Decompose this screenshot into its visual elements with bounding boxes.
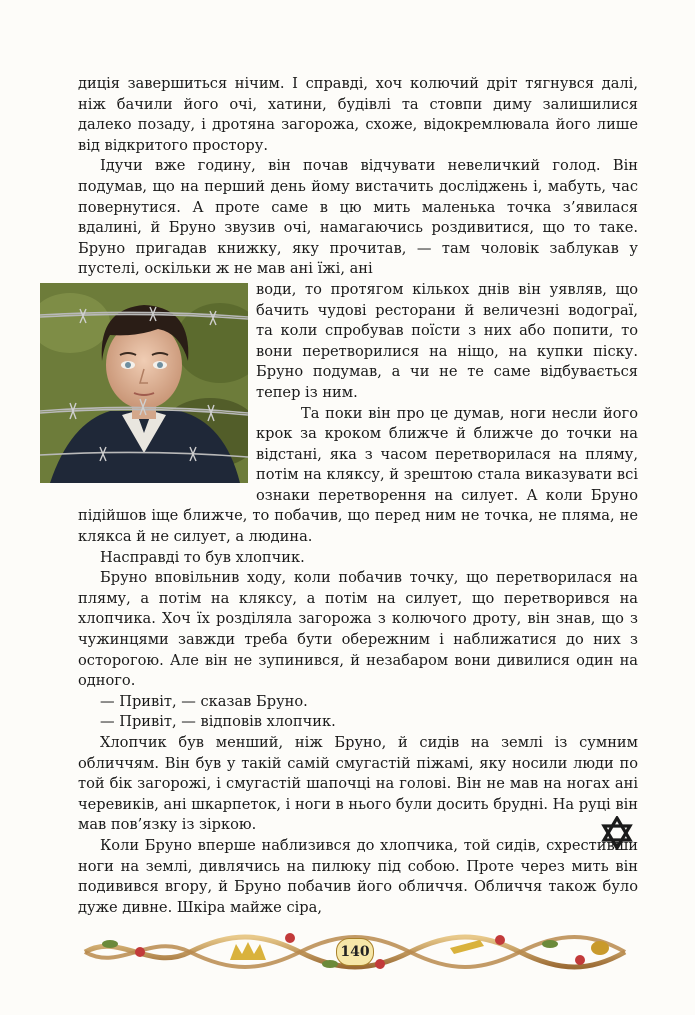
paragraph-4: Та поки він про це думав, ноги несли його крок за кроком ближче й ближче до точки на відстані, яка з часом перетворилася на пляму, потім на кляксу, й зрештою стала виказувати всі ознаки перетворення на силует. А коли Бруно підійшов іще ближче, то побачив, що перед ним не точка, не пляма, не клякса й не силует, а людина. — [78, 404, 638, 546]
star-of-david-icon — [600, 816, 634, 850]
paragraph-5: Насправді то був хлопчик. — [100, 548, 305, 566]
dialogue-line-1: — Привіт, — сказав Бруно. — [100, 692, 308, 710]
paragraph-6: Бруно вповільнив ходу, коли побачив точку, що перетворилася на пляму, а потім на кляксу, а потім на силует, що перетворився на хлопчика. Хоч їх розділяла загорожа з колючого дроту, він знав, що з чужинцями завжди треба бути обережним і наближатися до них з осторогою. Але він не зупинився, й незабаром вони дивилися один на одного. — [78, 569, 638, 690]
paragraph-2: Ідучи вже годину, він почав відчувати невеличкий голод. Він подумав, що на перший день йому вистачить досліджень і, мабуть, час повернутися. А проте саме в цю мить маленька точка з’явилася вдалині, й Бруно звузив очі, намагаючись роздивитися, що то таке. Бруно пригадав книжку, яку прочитав, — там чоловік заблукав у пустелі, оскільки ж не мав ані їжі, ані — [78, 157, 638, 278]
boy-photo — [40, 283, 248, 483]
paragraph-7: Хлопчик був менший, ніж Бруно, й сидів на землі із сумним обличчям. Він був у такій самій смугастій піжамі, яку носили люди по той бік загорожі, і смугастій шапочці на голові. Він не мав на ногах ані черевиків, ані шкарпеток, і ноги в нього були досить брудні. На руці він мав пов’язку із зіркою. — [78, 734, 638, 834]
paragraph-3: води, то протягом кількох днів він уявляв, що бачить чудові ресторани й величезні водограї, та коли спробував поїсти з них або попити, то вони перетворилися на ніщо, на купки піску. Бруно подумав, а чи не те саме відбувається тепер із ним. — [256, 280, 638, 401]
paragraph-1: диція завершиться нічим. І справді, хоч колючий дріт тягнувся далі, ніж бачили його очі, хатини, будівлі та стовпи диму залишилися далеко позаду, і дротяна загорожа, схоже, відокремлювала його лише від відкритого простору. — [78, 75, 638, 154]
boy-photo-illustration — [40, 283, 248, 483]
dialogue-line-2: — Привіт, — відповів хлопчик. — [100, 713, 336, 731]
page-number: 140 — [336, 938, 374, 966]
page-body — [78, 74, 638, 918]
paragraph-8: Коли Бруно вперше наблизився до хлопчика, той сидів, схрестивши ноги на землі, дивлячись на пилюку під собою. Проте через мить він подивився вгору, й Бруно побачив його обличчя. Обличчя також було дуже дивне. Шкіра майже сіра, — [78, 836, 638, 916]
